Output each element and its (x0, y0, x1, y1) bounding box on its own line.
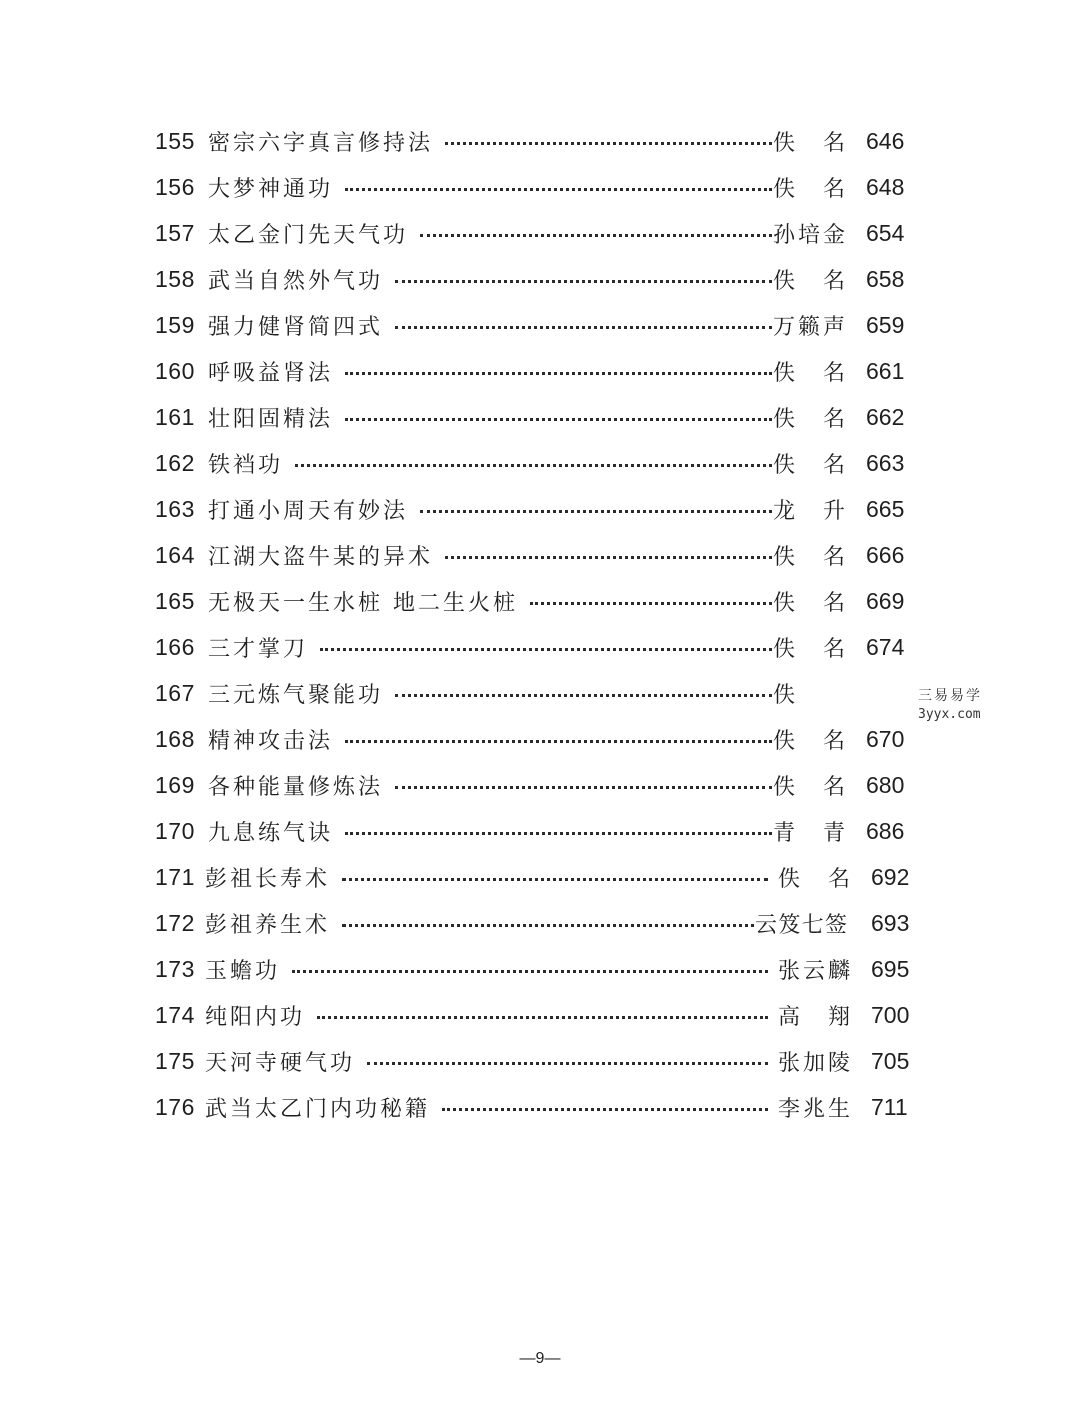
toc-entry[interactable] (0, 762, 1080, 808)
toc-entry[interactable] (0, 486, 1080, 532)
leader-dots (395, 694, 772, 697)
entry-author: 张加陵 (778, 1046, 850, 1077)
entry-number: 155 (155, 127, 195, 154)
entry-page: 646 (866, 127, 905, 154)
entry-page: 695 (871, 955, 910, 982)
entry-author: 佚 名 (773, 264, 845, 295)
toc-entry[interactable] (0, 946, 1080, 992)
entry-number: 162 (155, 449, 195, 476)
entry-title: 铁裆功 (208, 448, 291, 479)
entry-number: 161 (155, 403, 195, 430)
toc-entry[interactable] (0, 808, 1080, 854)
table-of-contents (0, 118, 1080, 1130)
entry-author: 佚 名 (773, 172, 845, 203)
entry-page: 661 (866, 357, 905, 384)
entry-number: 165 (155, 587, 195, 614)
toc-entry[interactable] (0, 992, 1080, 1038)
entry-author: 佚 名 (773, 724, 845, 755)
leader-dots (395, 326, 772, 329)
entry-number: 160 (155, 357, 195, 384)
entry-title: 密宗六字真言修持法 (208, 126, 441, 157)
toc-entry[interactable] (0, 624, 1080, 670)
entry-number: 169 (155, 771, 195, 798)
toc-entry[interactable] (0, 1038, 1080, 1084)
entry-author: 佚 名 (773, 126, 845, 157)
toc-entry[interactable] (0, 348, 1080, 394)
leader-dots (420, 510, 772, 513)
entry-number: 167 (155, 679, 195, 706)
entry-title: 九息练气诀 (208, 816, 341, 847)
leader-dots (342, 878, 768, 881)
entry-number: 173 (155, 955, 195, 982)
entry-page: 662 (866, 403, 905, 430)
entry-number: 156 (155, 173, 195, 200)
entry-author: 云笈七签 (755, 908, 847, 939)
entry-number: 170 (155, 817, 195, 844)
entry-number: 168 (155, 725, 195, 752)
entry-page: 654 (866, 219, 905, 246)
entry-author: 佚 名 (773, 770, 845, 801)
entry-title: 天河寺硬气功 (205, 1046, 363, 1077)
entry-page: 705 (871, 1047, 910, 1074)
entry-title: 武当太乙门内功秘籍 (205, 1092, 438, 1123)
entry-title: 彭祖养生术 (205, 908, 338, 939)
entry-number: 176 (155, 1093, 195, 1120)
leader-dots (320, 648, 772, 651)
entry-author: 佚 名 (778, 862, 850, 893)
leader-dots (420, 234, 772, 237)
entry-author: 佚 名 (773, 402, 845, 433)
entry-page: 693 (871, 909, 910, 936)
entry-author: 佚 (773, 678, 845, 709)
leader-dots (317, 1016, 768, 1019)
entry-title: 彭祖长寿术 (205, 862, 338, 893)
entry-author: 佚 名 (773, 356, 845, 387)
toc-entry[interactable] (0, 900, 1080, 946)
entry-page: 692 (871, 863, 910, 890)
leader-dots (445, 142, 772, 145)
entry-author: 万籁声 (773, 310, 845, 341)
entry-page: 659 (866, 311, 905, 338)
toc-entry[interactable] (0, 854, 1080, 900)
toc-entry[interactable] (0, 394, 1080, 440)
entry-title: 强力健肾简四式 (208, 310, 391, 341)
leader-dots (295, 464, 772, 467)
leader-dots (345, 418, 772, 421)
entry-number: 157 (155, 219, 195, 246)
entry-title: 打通小周天有妙法 (208, 494, 416, 525)
entry-number: 159 (155, 311, 195, 338)
leader-dots (442, 1108, 768, 1111)
entry-number: 166 (155, 633, 195, 660)
entry-page: 674 (866, 633, 905, 660)
entry-title: 太乙金门先天气功 (208, 218, 416, 249)
entry-page: 711 (871, 1093, 908, 1120)
toc-entry[interactable] (0, 210, 1080, 256)
entry-title: 玉蟾功 (205, 954, 288, 985)
watermark-name: 三易易学 (918, 688, 982, 704)
entry-author: 佚 名 (773, 632, 845, 663)
entry-author: 佚 名 (773, 586, 845, 617)
leader-dots (345, 372, 772, 375)
entry-title: 三元炼气聚能功 (208, 678, 391, 709)
entry-author: 张云麟 (778, 954, 850, 985)
entry-number: 174 (155, 1001, 195, 1028)
entry-page: 666 (866, 541, 905, 568)
toc-entry[interactable] (0, 118, 1080, 164)
entry-title: 大梦神通功 (208, 172, 341, 203)
entry-title: 无极天一生水桩 地二生火桩 (208, 586, 526, 617)
entry-page: 665 (866, 495, 905, 522)
entry-author: 李兆生 (778, 1092, 850, 1123)
entry-number: 172 (155, 909, 195, 936)
entry-title: 精神攻击法 (208, 724, 341, 755)
entry-page: 680 (866, 771, 905, 798)
toc-entry[interactable] (0, 302, 1080, 348)
site-watermark (918, 686, 998, 724)
entry-page: 658 (866, 265, 905, 292)
entry-author: 青 青 (773, 816, 845, 847)
entry-number: 164 (155, 541, 195, 568)
entry-author: 高 翔 (778, 1000, 850, 1031)
entry-title: 各种能量修炼法 (208, 770, 391, 801)
entry-title: 壮阳固精法 (208, 402, 341, 433)
leader-dots (342, 924, 768, 927)
entry-number: 158 (155, 265, 195, 292)
entry-page: 686 (866, 817, 905, 844)
leader-dots (345, 740, 772, 743)
toc-entry[interactable] (0, 256, 1080, 302)
entry-author: 龙 升 (773, 494, 845, 525)
entry-page: 670 (866, 725, 905, 752)
leader-dots (395, 280, 772, 283)
toc-entry[interactable] (0, 1084, 1080, 1130)
entry-title: 纯阳内功 (205, 1000, 313, 1031)
page-number-footer: —9— (519, 1350, 561, 1367)
entry-number: 171 (155, 863, 195, 890)
watermark-url: 3yyx.com (918, 707, 981, 722)
entry-page: 648 (866, 173, 905, 200)
leader-dots (345, 188, 772, 191)
toc-entry[interactable] (0, 164, 1080, 210)
entry-title: 江湖大盗牛某的异术 (208, 540, 441, 571)
leader-dots (530, 602, 772, 605)
entry-author: 孙培金 (773, 218, 845, 249)
entry-author: 佚 名 (773, 540, 845, 571)
leader-dots (345, 832, 772, 835)
entry-page: 663 (866, 449, 905, 476)
leader-dots (395, 786, 772, 789)
toc-entry[interactable] (0, 532, 1080, 578)
entry-title: 三才掌刀 (208, 632, 316, 663)
leader-dots (292, 970, 768, 973)
leader-dots (445, 556, 772, 559)
entry-title: 呼吸益肾法 (208, 356, 341, 387)
toc-entry[interactable] (0, 578, 1080, 624)
entry-number: 175 (155, 1047, 195, 1074)
entry-page: 669 (866, 587, 905, 614)
toc-entry[interactable] (0, 440, 1080, 486)
entry-title: 武当自然外气功 (208, 264, 391, 295)
leader-dots (367, 1062, 768, 1065)
entry-author: 佚 名 (773, 448, 845, 479)
entry-page: 700 (871, 1001, 910, 1028)
entry-number: 163 (155, 495, 195, 522)
